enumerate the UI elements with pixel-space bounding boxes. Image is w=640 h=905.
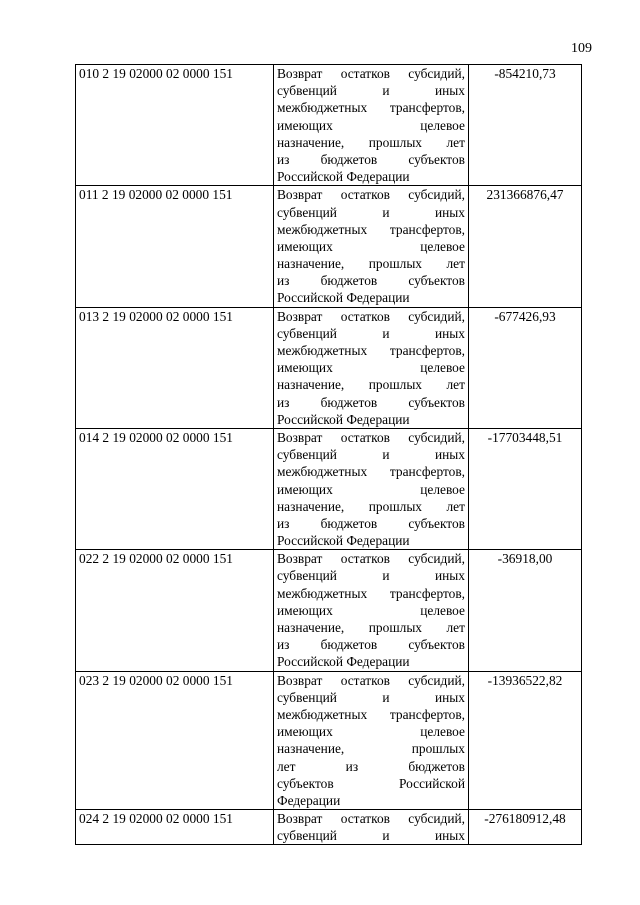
description-line (277, 463, 465, 480)
description-word: имеющих (277, 724, 333, 740)
budget-amount: -17703448,51 (469, 428, 582, 549)
description-word: субъектов (408, 273, 465, 289)
description-line (277, 740, 465, 757)
description-word: субвенций (277, 568, 337, 584)
description-word: остатков (340, 551, 390, 567)
description-word: бюджетов (320, 637, 378, 653)
description-line (277, 325, 465, 342)
description-line (277, 706, 465, 723)
description-word: Возврат (277, 672, 323, 688)
description-line (277, 289, 465, 306)
description-line (277, 758, 465, 775)
description-word: субсидий, (408, 551, 465, 567)
description-word: из (277, 273, 290, 289)
description-word: Возврат (277, 429, 323, 445)
description-word: прошлых (368, 256, 423, 272)
description-word: бюджетов (320, 151, 378, 167)
budget-amount: -854210,73 (469, 65, 582, 186)
description-word: целевое (420, 602, 465, 618)
description-word: межбюджетных (277, 221, 368, 237)
description-word: Возврат (277, 187, 323, 203)
description-word: субвенций (277, 447, 337, 463)
description-line (277, 82, 465, 99)
description-word: лет (446, 377, 465, 393)
budget-description (274, 550, 469, 671)
description-word: остатков (340, 187, 390, 203)
budget-amount: -276180912,48 (469, 810, 582, 845)
description-word: имеющих (277, 238, 333, 254)
description-word: трансфертов, (389, 343, 465, 358)
description-word: Возврат (277, 551, 323, 567)
description-word: из (345, 758, 359, 774)
description-word: межбюджетных (277, 585, 368, 601)
description-line (277, 359, 465, 376)
description-word: и (382, 204, 390, 220)
budget-amount: 231366876,47 (469, 186, 582, 307)
table-row (76, 550, 582, 671)
description-word: субвенций (277, 325, 337, 341)
description-word: иных (434, 83, 465, 99)
description-word: субъектов (408, 151, 465, 167)
description-word: назначение, (277, 377, 345, 393)
description-word: субсидий, (408, 308, 465, 324)
description-line (277, 308, 465, 325)
description-word: назначение, (277, 498, 345, 514)
description-line (277, 221, 465, 238)
description-line (277, 429, 465, 446)
description-word: прошлых (368, 134, 423, 150)
description-word: назначение, (277, 134, 345, 150)
description-word: имеющих (277, 602, 333, 618)
description-line (277, 619, 465, 636)
description-word: остатков (340, 811, 390, 827)
description-word: субсидий, (408, 66, 465, 81)
description-word: прошлых (368, 498, 423, 514)
description-line (277, 567, 465, 584)
description-line (277, 117, 465, 134)
description-word: из (277, 151, 290, 167)
description-word: иных (434, 447, 465, 463)
description-line (277, 446, 465, 463)
description-word: субвенций (277, 828, 337, 844)
description-word: и (382, 83, 390, 99)
description-word: остатков (340, 672, 390, 688)
table-row (76, 671, 582, 810)
table-row (76, 65, 582, 186)
description-word: лет (446, 498, 465, 514)
description-word: бюджетов (408, 758, 465, 774)
description-line (277, 550, 465, 567)
description-word: иных (434, 325, 465, 341)
description-word: субсидий, (408, 672, 465, 688)
description-line (277, 653, 465, 670)
description-word: назначение, (277, 741, 345, 757)
description-word: межбюджетных (277, 706, 368, 722)
description-line (277, 99, 465, 116)
description-word: назначение, (277, 620, 345, 635)
budget-code: 010 2 19 02000 02 0000 151 (76, 65, 274, 186)
description-word: субвенций (277, 689, 337, 705)
description-line (277, 272, 465, 289)
budget-table-body (76, 65, 582, 845)
description-line (277, 394, 465, 411)
description-word: остатков (340, 308, 390, 324)
budget-table (75, 64, 582, 845)
budget-code: 011 2 19 02000 02 0000 151 (76, 186, 274, 307)
description-word: и (382, 828, 390, 844)
description-word: Российской Федерации (277, 411, 410, 427)
description-line (277, 585, 465, 602)
description-word: прошлых (368, 620, 423, 635)
description-word: межбюджетных (277, 464, 368, 480)
description-word: межбюджетных (277, 100, 368, 116)
description-word: Российской Федерации (277, 169, 410, 185)
description-word: прошлых (368, 377, 423, 393)
description-word: лет (446, 256, 465, 272)
description-word: иных (434, 828, 465, 844)
description-line (277, 827, 465, 844)
description-word: лет (277, 758, 296, 774)
description-word: субъектов (408, 515, 465, 531)
description-word: имеющих (277, 360, 333, 376)
description-word: Возврат (277, 811, 323, 827)
description-line (277, 532, 465, 549)
description-line (277, 342, 465, 359)
description-word: Федерации (277, 792, 341, 808)
budget-code: 023 2 19 02000 02 0000 151 (76, 671, 274, 810)
description-word: трансфертов, (389, 100, 465, 116)
description-word: иных (434, 204, 465, 220)
description-line (277, 238, 465, 255)
description-line (277, 255, 465, 272)
budget-description (274, 186, 469, 307)
description-line (277, 65, 465, 82)
description-word: лет (446, 620, 465, 635)
description-word: остатков (340, 66, 390, 81)
description-word: субсидий, (408, 187, 465, 203)
table-row (76, 186, 582, 307)
description-word: и (382, 689, 390, 705)
budget-description (274, 810, 469, 845)
budget-description (274, 671, 469, 810)
description-line (277, 498, 465, 515)
description-line (277, 636, 465, 653)
description-line (277, 376, 465, 393)
description-word: субсидий, (408, 811, 465, 827)
description-word: остатков (340, 429, 390, 445)
budget-description (274, 307, 469, 428)
description-word: прошлых (411, 741, 465, 757)
description-word: субъектов (277, 775, 334, 791)
budget-code: 013 2 19 02000 02 0000 151 (76, 307, 274, 428)
description-word: целевое (420, 481, 465, 497)
description-word: и (382, 568, 390, 584)
budget-code: 014 2 19 02000 02 0000 151 (76, 428, 274, 549)
description-word: иных (434, 568, 465, 584)
description-line (277, 810, 465, 827)
description-word: целевое (420, 117, 465, 133)
budget-code: 024 2 19 02000 02 0000 151 (76, 810, 274, 845)
table-row (76, 428, 582, 549)
description-word: Российской Федерации (277, 533, 410, 549)
description-word: из (277, 515, 290, 531)
description-word: трансфертов, (389, 464, 465, 480)
description-word: Возврат (277, 66, 323, 81)
budget-description (274, 428, 469, 549)
description-line (277, 792, 465, 809)
table-row (76, 810, 582, 845)
description-line (277, 775, 465, 792)
description-word: субвенций (277, 204, 337, 220)
description-word: субвенций (277, 83, 337, 99)
description-word: трансфертов, (389, 585, 465, 601)
description-word: Российской Федерации (277, 654, 410, 670)
description-word: назначение, (277, 256, 345, 272)
description-line (277, 151, 465, 168)
budget-amount: -36918,00 (469, 550, 582, 671)
table-row (76, 307, 582, 428)
description-word: бюджетов (320, 273, 378, 289)
budget-amount: -677426,93 (469, 307, 582, 428)
description-word: целевое (420, 238, 465, 254)
page-number: 109 (571, 41, 592, 56)
budget-description (274, 65, 469, 186)
description-word: трансфертов, (389, 221, 465, 237)
description-word: из (277, 394, 290, 410)
budget-code: 022 2 19 02000 02 0000 151 (76, 550, 274, 671)
description-line (277, 411, 465, 428)
description-line (277, 204, 465, 221)
description-word: иных (434, 689, 465, 705)
description-word: Возврат (277, 308, 323, 324)
description-line (277, 168, 465, 185)
description-line (277, 481, 465, 498)
description-line (277, 515, 465, 532)
description-line (277, 672, 465, 689)
description-word: целевое (420, 724, 465, 740)
description-line (277, 186, 465, 203)
budget-amount: -13936522,82 (469, 671, 582, 810)
description-word: субсидий, (408, 429, 465, 445)
description-word: лет (446, 134, 465, 150)
description-word: имеющих (277, 117, 333, 133)
description-line (277, 689, 465, 706)
description-word: имеющих (277, 481, 333, 497)
description-line (277, 134, 465, 151)
description-line (277, 602, 465, 619)
description-word: бюджетов (320, 515, 378, 531)
description-word: субъектов (408, 394, 465, 410)
description-line (277, 723, 465, 740)
description-word: бюджетов (320, 394, 378, 410)
description-word: и (382, 325, 390, 341)
description-word: целевое (420, 360, 465, 376)
description-word: и (382, 447, 390, 463)
description-word: межбюджетных (277, 343, 368, 358)
description-word: субъектов (408, 637, 465, 653)
description-word: из (277, 637, 290, 653)
description-word: трансфертов, (389, 706, 465, 722)
description-word: Российской Федерации (277, 290, 410, 306)
description-word: Российской (399, 775, 465, 791)
